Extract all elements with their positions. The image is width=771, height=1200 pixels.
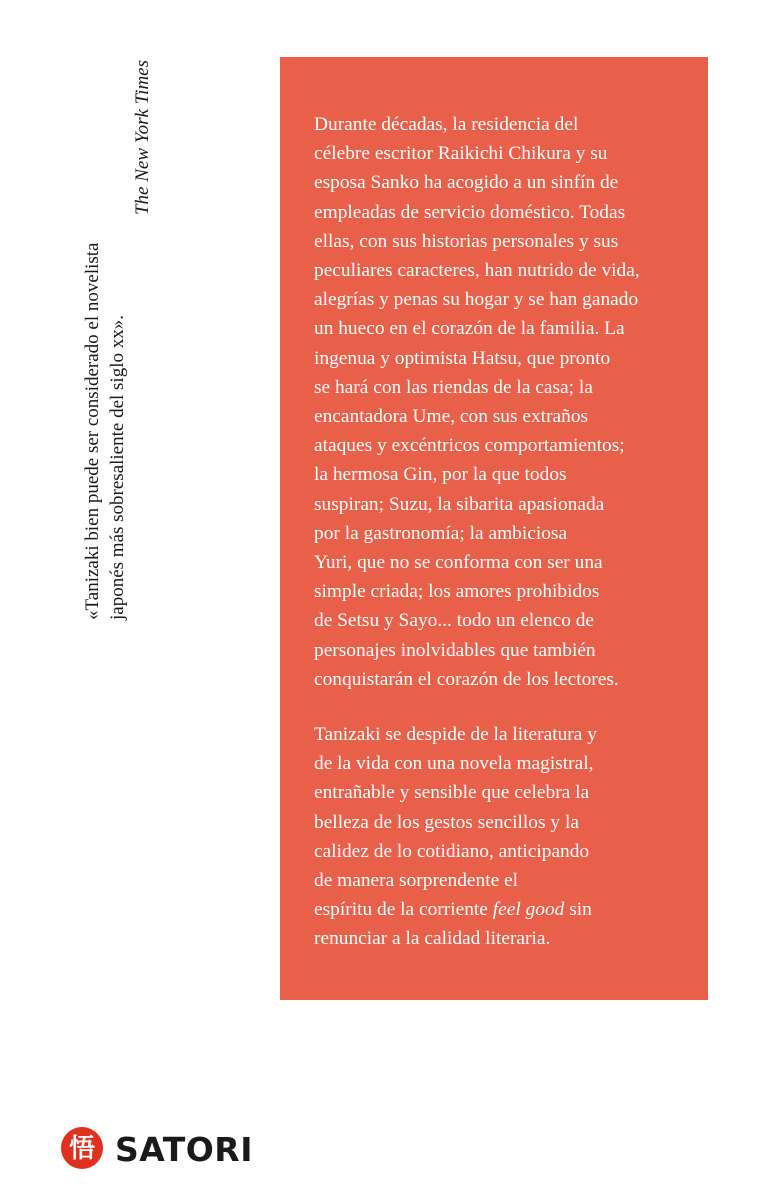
quote-source: The New York Times xyxy=(132,60,153,216)
synopsis-line: alegrías y penas su hogar y se han ganado xyxy=(314,289,639,311)
synopsis-line: por la gastronomía; la ambiciosa xyxy=(314,522,568,544)
synopsis-panel xyxy=(280,57,708,1000)
synopsis-text: espíritu de la corriente xyxy=(314,899,493,921)
synopsis-line: esposa Sanko ha acogido a un sinfín de xyxy=(314,172,619,194)
synopsis-line: ellas, con sus historias personales y sus xyxy=(314,230,619,252)
synopsis-line: ataques y excéntricos comportamientos; xyxy=(314,435,625,457)
synopsis-line: encantadora Ume, con sus extraños xyxy=(314,406,589,428)
satori-seal-icon xyxy=(60,1126,104,1170)
synopsis-line: personajes inolvidables que también xyxy=(314,639,596,661)
quote-line: japonés más sobresaliente del siglo xx». xyxy=(107,315,128,620)
synopsis-line: de la vida con una novela magistral, xyxy=(314,753,594,775)
synopsis-line: de manera sorprendente el xyxy=(314,870,519,892)
synopsis-line: renunciar a la calidad literaria. xyxy=(314,928,551,950)
synopsis-line: célebre escritor Raikichi Chikura y su xyxy=(314,143,608,165)
synopsis-line: la hermosa Gin, por la que todos xyxy=(314,464,567,486)
synopsis-line: entrañable y sensible que celebra la xyxy=(314,782,590,804)
synopsis-line: Yuri, que no se conforma con ser una xyxy=(314,552,603,574)
publisher-name: SATORI xyxy=(115,1130,253,1169)
synopsis-line: simple criada; los amores prohibidos xyxy=(314,581,600,603)
synopsis-line: ingenua y optimista Hatsu, que pronto xyxy=(314,347,611,369)
synopsis-line: un hueco en el corazón de la familia. La xyxy=(314,318,625,340)
synopsis-line-mixed xyxy=(314,895,688,924)
synopsis-line: conquistarán el corazón de los lectores. xyxy=(314,668,619,690)
synopsis-line: Tanizaki se despide de la literatura y xyxy=(314,724,597,746)
synopsis-line: Durante décadas, la residencia del xyxy=(314,114,579,135)
synopsis-line: suspiran; Suzu, la sibarita apasionada xyxy=(314,493,605,515)
synopsis-line: calidez de lo cotidiano, anticipando xyxy=(314,840,590,862)
synopsis-line: se hará con las riendas de la casa; la xyxy=(314,376,593,398)
synopsis-line: belleza de los gestos sencillos y la xyxy=(314,811,579,833)
seal-glyph: 悟 xyxy=(68,1134,96,1164)
press-quote xyxy=(80,60,155,620)
synopsis-italic-phrase: feel good xyxy=(492,899,565,921)
quote-line: «Tanizaki bien puede ser considerado el novelista xyxy=(82,242,103,620)
synopsis-line: empleadas de servicio doméstico. Todas xyxy=(314,201,626,223)
synopsis-line: de Setsu y Sayo... todo un elenco de xyxy=(314,610,595,632)
synopsis-paragraph-2 xyxy=(314,720,688,954)
synopsis-paragraph-1 xyxy=(314,110,688,694)
synopsis-text: sin xyxy=(564,899,592,921)
synopsis-line: peculiares caracteres, han nutrido de vida, xyxy=(314,260,640,282)
